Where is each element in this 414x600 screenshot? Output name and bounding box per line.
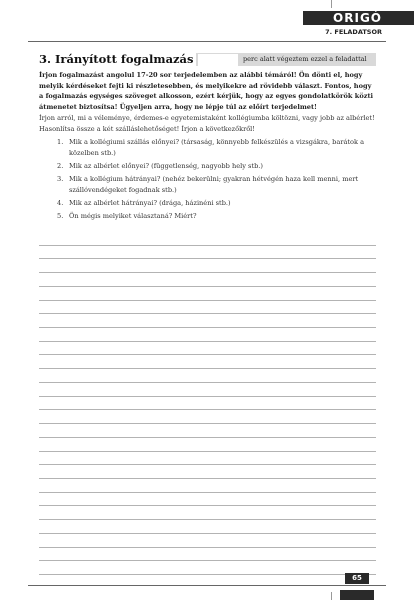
writing-line[interactable] [39,561,376,575]
question-item [57,211,377,222]
writing-line[interactable] [39,465,376,479]
time-label: perc alatt végeztem ezzel a feladattal [243,55,367,63]
writing-line[interactable] [39,259,376,273]
question-number: 3. [57,174,64,183]
question-text: Mik a kollégium hátrányai? (nehéz bekerülni; gyakran hétvégén haza kell menni, mert szállóvendégeket fogadnak stb.) [69,174,359,194]
writing-line[interactable] [39,397,376,411]
writing-line[interactable] [39,273,376,287]
question-list [57,137,377,224]
writing-line[interactable] [39,301,376,315]
task-title: 3. Irányított fogalmazás [39,52,194,66]
writing-line[interactable] [39,314,376,328]
section-label: 7. FELADATSOR [325,28,382,36]
question-text: Mik az albérlet előnyei? (függetlenség, nagyobb hely stb.) [69,161,263,170]
footer-block [340,590,374,600]
question-item [57,137,377,158]
writing-line[interactable] [39,369,376,383]
brand-bar [303,11,414,25]
writing-line[interactable] [39,479,376,493]
question-number: 4. [57,198,64,207]
question-text: Ön mégis melyiket választaná? Miért? [69,211,197,220]
header-rule [28,41,386,42]
crop-mark-top [331,0,332,8]
writing-line[interactable] [39,410,376,424]
crop-mark-bottom [331,592,332,600]
writing-line[interactable] [39,232,376,246]
question-item [57,174,377,195]
writing-line[interactable] [39,383,376,397]
writing-line[interactable] [39,452,376,466]
page-number-box [345,573,369,584]
instructions-topic: Írjon arról, mi a véleménye, érdemes-e egyetemistaként kollégiumba költözni, vagy jobb az albérlet! Hasonlítsa össze a két szálláslehetőséget! Írjon a következőkről! [39,114,375,133]
writing-line[interactable] [39,328,376,342]
writing-line[interactable] [39,355,376,369]
question-number: 5. [57,211,64,220]
footer-rule [28,585,386,586]
time-box [196,53,376,66]
writing-line[interactable] [39,534,376,548]
question-text: Mik az albérlet hátrányai? (drága, házinéni stb.) [69,198,231,207]
instructions-bold: Írjon fogalmazást angolul 17-20 sor terjedelemben az alábbi témáról! Ön dönti el, hogy melyik kérdéseket fejti ki részletesebben, és melyikekre ad rövidebb választ. Fontos, hogy a fogalmazás egységes szöveget alkosson, ezért kérjük, hogy az egyes gondolatkörök közti átmenetet biztosítsa! Ügyeljen arra, hogy ne lépje túl az előírt terjedelmet! [39,71,374,111]
writing-line[interactable] [39,246,376,260]
writing-line[interactable] [39,438,376,452]
writing-line[interactable] [39,424,376,438]
brand-logo: ORIGÓ [333,11,382,25]
page-number: 65 [352,574,362,582]
writing-line[interactable] [39,342,376,356]
writing-line[interactable] [39,520,376,534]
time-input[interactable] [198,54,238,67]
question-number: 1. [57,138,64,146]
writing-line[interactable] [39,548,376,562]
question-text: Mik a kollégiumi szállás előnyei? (társaság, könnyebb felkészülés a vizsgákra, barátok a közelben stb.) [69,138,365,157]
question-item [57,161,377,172]
writing-area[interactable] [39,232,376,575]
question-item [57,198,377,209]
question-number: 2. [57,161,64,170]
writing-line[interactable] [39,506,376,520]
writing-line[interactable] [39,287,376,301]
writing-line[interactable] [39,493,376,507]
